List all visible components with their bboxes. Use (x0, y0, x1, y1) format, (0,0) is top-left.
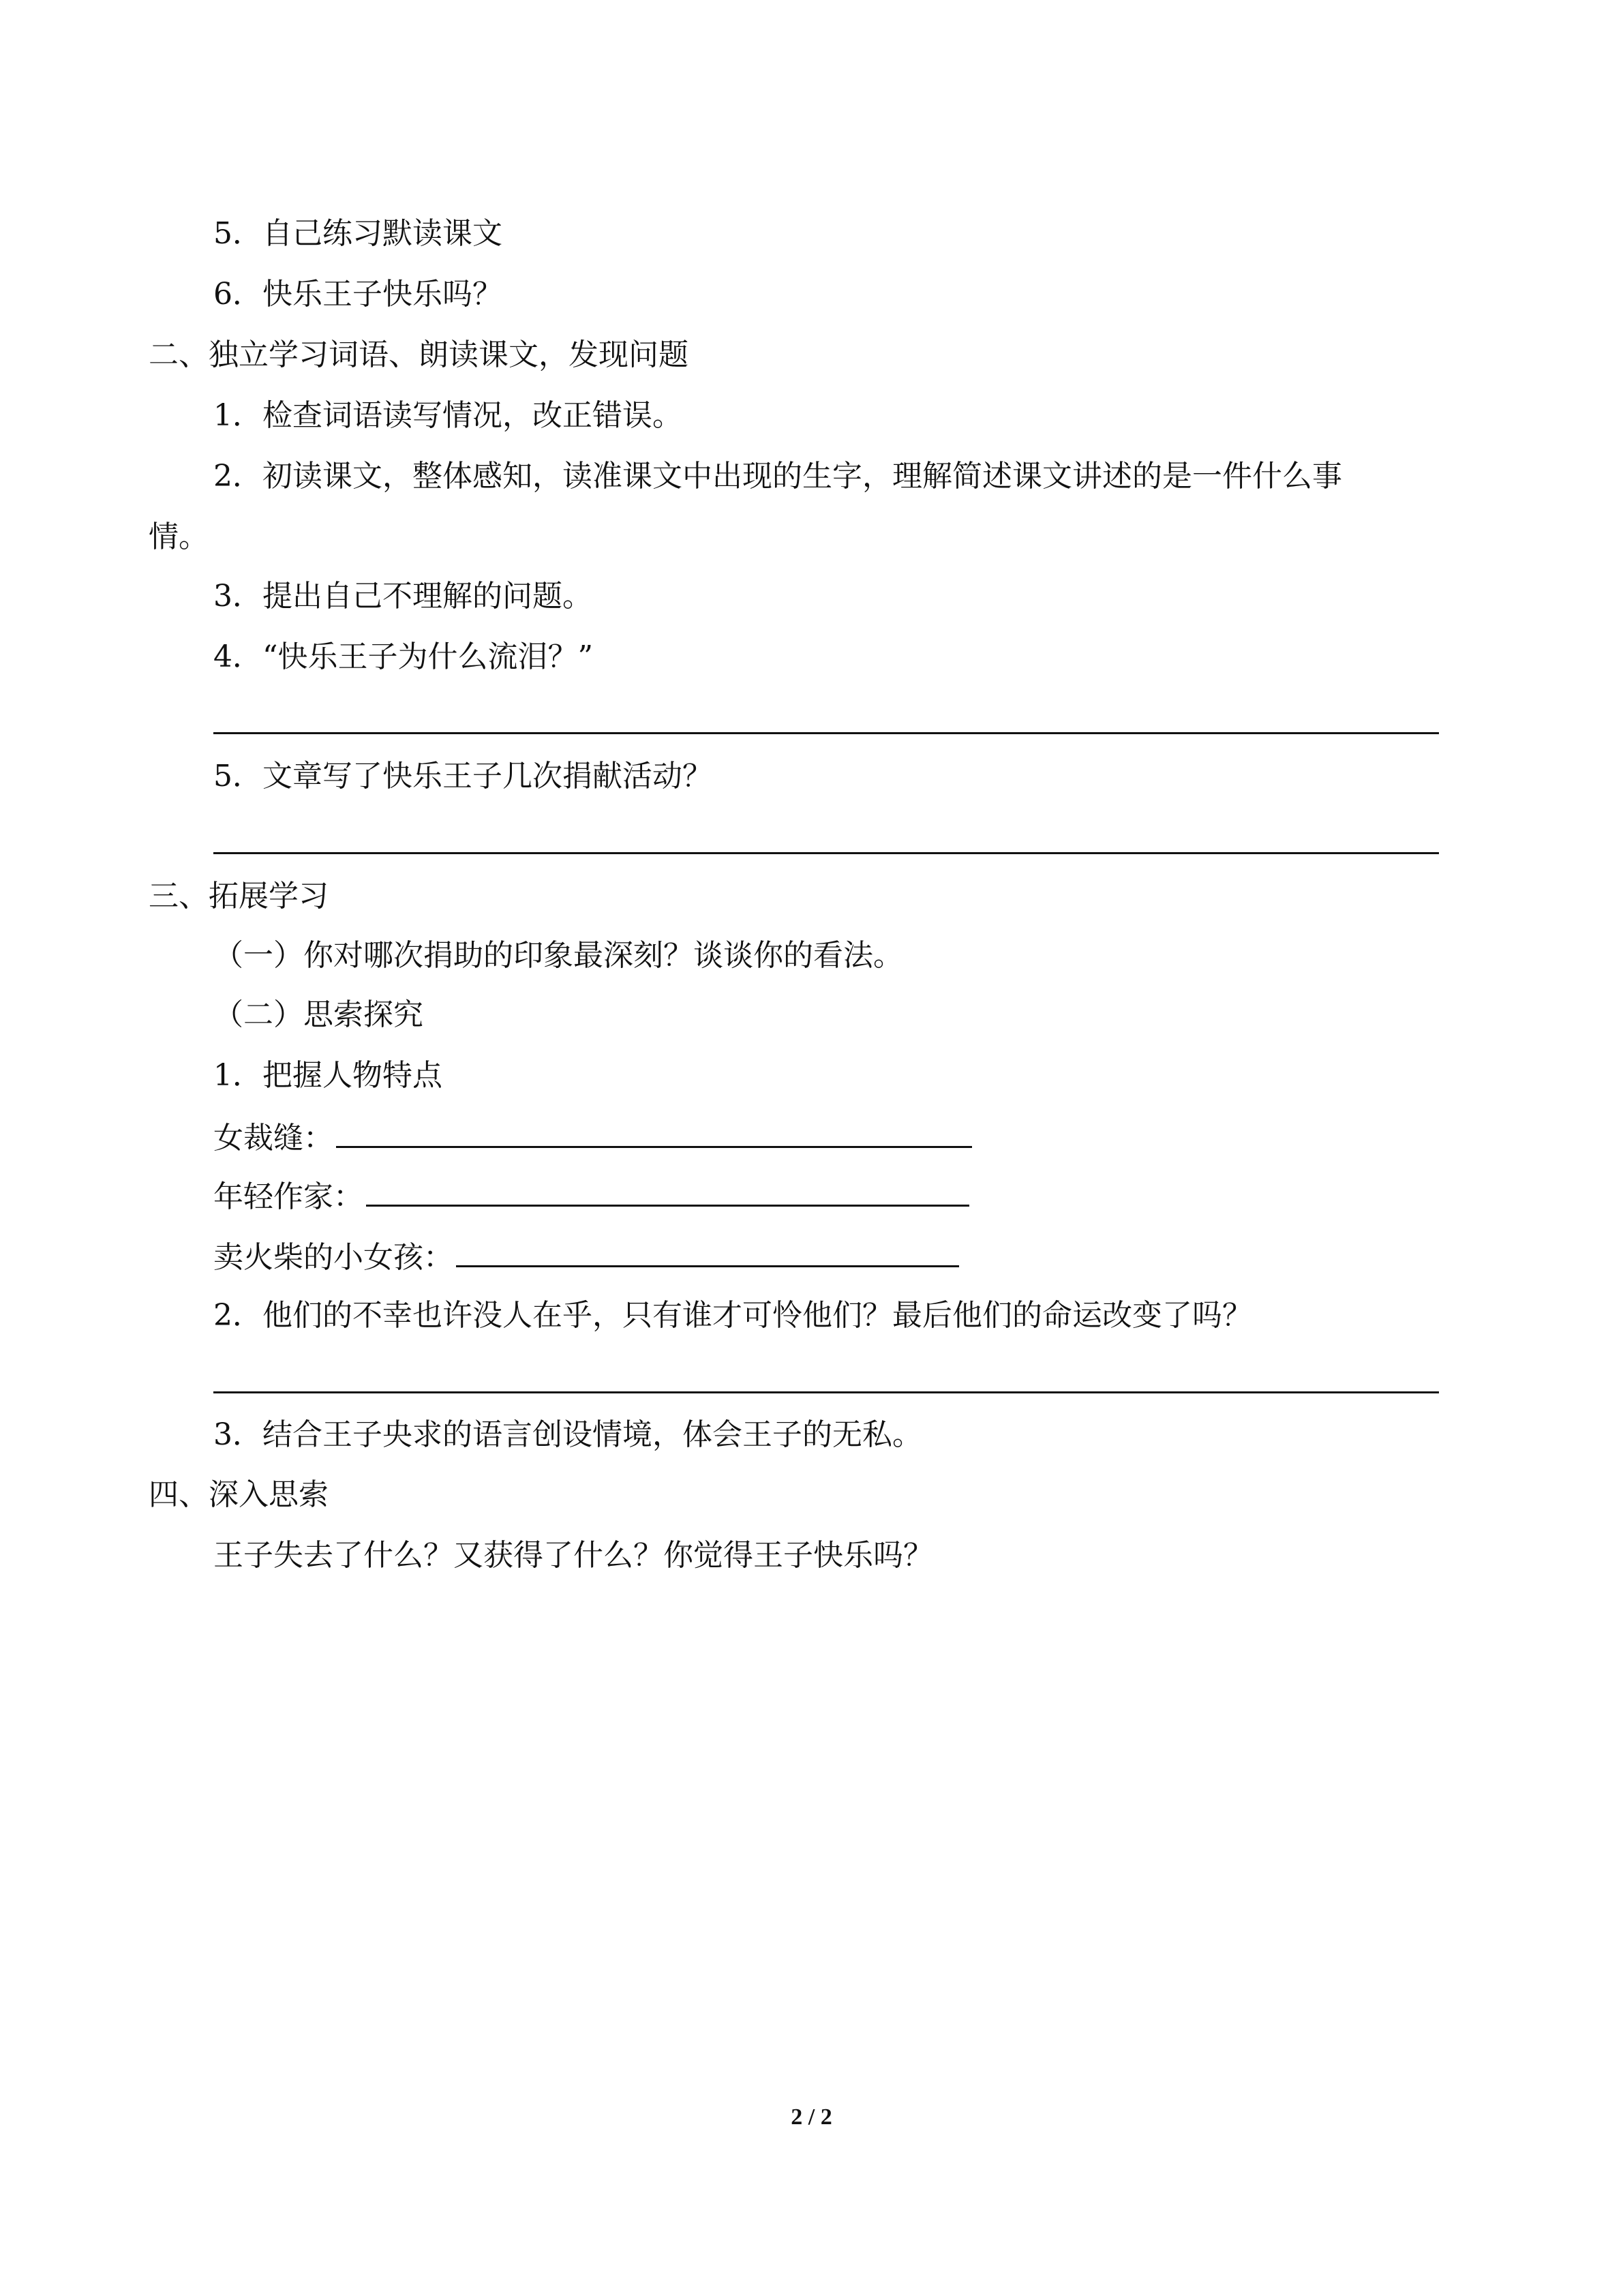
young-writer-answer-line[interactable] (366, 1175, 969, 1207)
page-number: 2 / 2 (791, 2104, 832, 2130)
subsection-explore-heading: （二）思索探究 (213, 997, 423, 1032)
item-5-silent-reading: 5．自己练习默读课文 (213, 216, 502, 251)
item-donation-count: 5．文章写了快乐王子几次捐献活动？ (213, 759, 712, 794)
item-check-words: 1．检查词语读写情况，改正错误。 (213, 398, 682, 433)
item-6-happy-prince-question: 6．快乐王子快乐吗？ (213, 277, 502, 312)
item-first-reading: 2．初读课文，整体感知，读准课文中出现的生字，理解简述课文讲述的是一件什么事 (213, 459, 1342, 494)
section-3-heading: 三、拓展学习 (149, 879, 329, 913)
item-why-prince-cries: 4．“快乐王子为什么流泪？” (213, 639, 593, 674)
item-prince-selflessness: 3．结合王子央求的语言创设情境，体会王子的无私。 (213, 1417, 922, 1452)
seamstress-row (213, 1116, 972, 1157)
answer-line[interactable] (213, 1391, 1439, 1393)
item-who-pities-them: 2．他们的不幸也许没人在乎，只有谁才可怜他们？最后他们的命运改变了吗？ (213, 1298, 1252, 1333)
item-character-traits: 1．把握人物特点 (213, 1058, 442, 1093)
section-4-heading: 四、深入思索 (149, 1477, 329, 1512)
item-first-reading-continued: 情。 (149, 519, 209, 554)
match-girl-row (213, 1235, 959, 1276)
section-2-heading: 二、独立学习词语、朗读课文，发现问题 (149, 337, 688, 372)
item-deepest-impression: （一）你对哪次捐助的印象最深刻？谈谈你的看法。 (213, 938, 903, 973)
item-raise-questions: 3．提出自己不理解的问题。 (213, 579, 592, 614)
match-girl-label: 卖火柴的小女孩： (213, 1240, 453, 1275)
young-writer-label: 年轻作家： (213, 1179, 363, 1214)
young-writer-row (213, 1175, 969, 1215)
seamstress-answer-line[interactable] (336, 1116, 972, 1148)
seamstress-label: 女裁缝： (213, 1121, 333, 1155)
item-prince-lost-gained: 王子失去了什么？又获得了什么？你觉得王子快乐吗？ (213, 1538, 933, 1573)
answer-line[interactable] (213, 732, 1439, 734)
match-girl-answer-line[interactable] (456, 1235, 959, 1267)
answer-line[interactable] (213, 852, 1439, 854)
